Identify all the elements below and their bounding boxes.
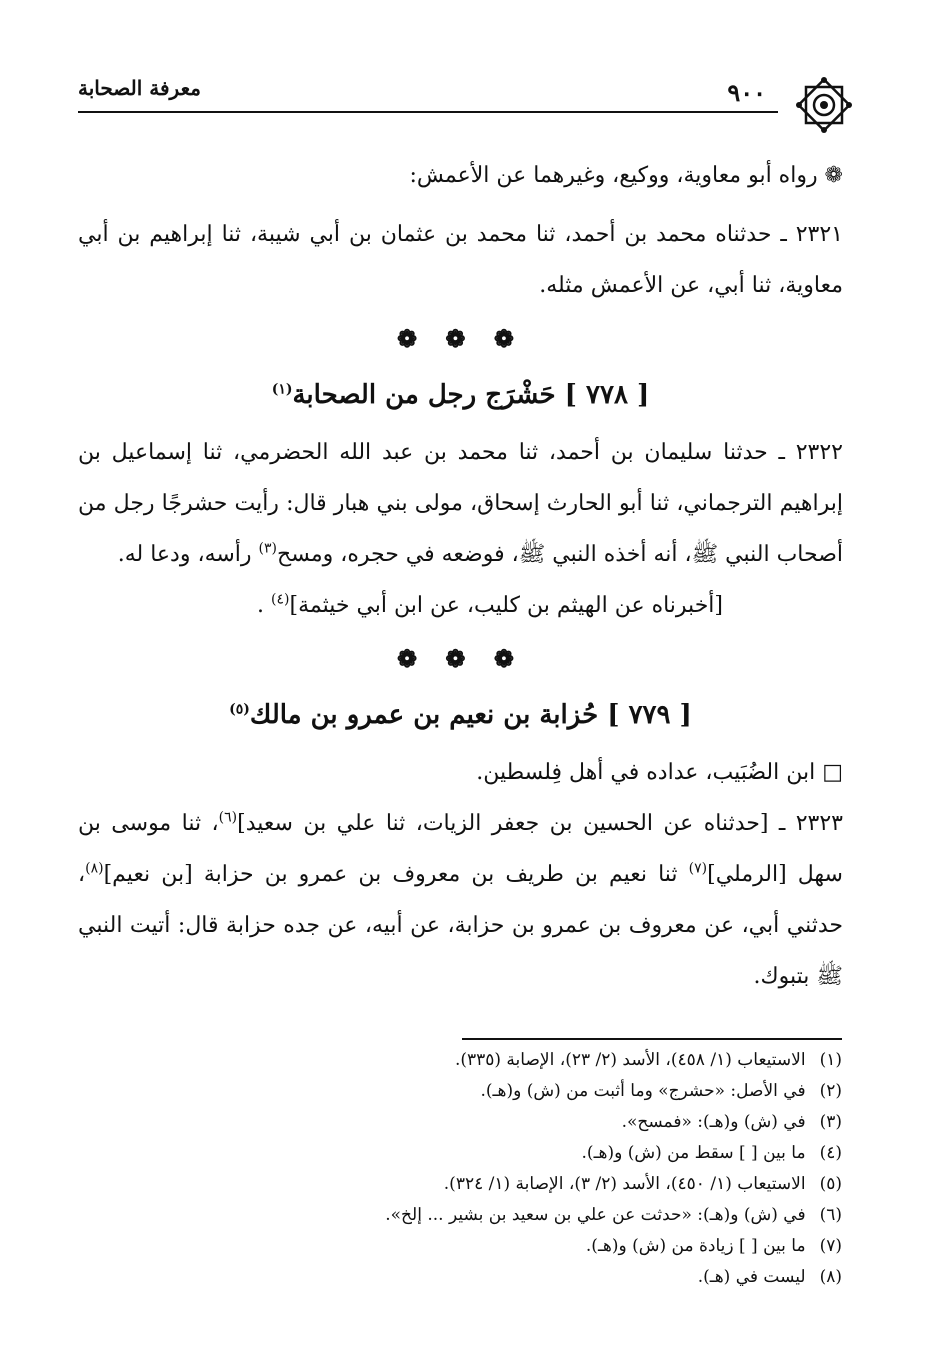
main-text <box>78 150 843 1002</box>
footnote-item: (٧)ما بين [ ] زيادة من (ش) و(هـ). <box>585 1236 842 1256</box>
entry-heading-778 <box>78 367 843 423</box>
heading-text: [ ٧٧٨ ] حَشْرَج رجل من الصحابة <box>292 380 650 410</box>
paragraph-bio: □ ابن الضُبَيب، عداده في أهل فِلسطين. <box>476 760 843 785</box>
header-rule <box>78 111 778 113</box>
paragraph-2322: ٢٣٢٢ ـ حدثنا سليمان بن أحمد، ثنا محمد بن عبد الله الحضرمي، ثنا إسماعيل بن إبراهيم الترجماني، ثنا أبو الحارث إسحاق، مولى بني هبار قال: رأيت حشرجًا رجل من أصحاب النبي ﷺ، أنه أخذه النبي ﷺ، فوضعه في حجره، ومسح$^{(٣)}$ رأسه، ودعا له. <box>78 440 843 567</box>
footnote-item: (٢)في الأصل: «حشرج» وما أثبت من (ش) و(هـ). <box>480 1081 842 1101</box>
paragraph-2321: ٢٣٢١ ـ حدثناه محمد بن أحمد، ثنا محمد بن عثمان بن أبي شيبة، ثنا إبراهيم بن أبي معاوية، ثنا أبي، عن الأعمش مثله. <box>78 222 843 298</box>
footnote-item: (٤)ما بين [ ] سقط من (ش) و(هـ). <box>581 1143 842 1163</box>
footnote-ref: (٥) <box>229 701 250 718</box>
section-separator: ❁ ❁ ❁ <box>396 324 525 353</box>
paragraph-intro: ❁ رواه أبو معاوية، ووكيع، وغيرهما عن الأعمش: <box>409 163 843 188</box>
footnotes <box>142 1045 842 1293</box>
footnote-item: (٨)ليست في (هـ). <box>697 1267 842 1287</box>
paragraph-source-note: [أخبرناه عن الهيثم بن كليب، عن ابن أبي خيثمة]$^{(٤)}$ . <box>257 591 723 618</box>
heading-text: [ ٧٧٩ ] حُزابة بن نعيم بن عمرو بن مالك <box>249 700 692 730</box>
page-number: ٩٠٠ <box>727 78 766 107</box>
entry-heading-779 <box>78 687 843 743</box>
footnote-ref: (١) <box>271 381 293 398</box>
footnote-ref: (٨) <box>85 860 104 877</box>
footnote-ref: (٤) <box>271 591 290 608</box>
footnote-item: (٣)في (ش) و(هـ): «فمسح». <box>621 1112 842 1132</box>
footnote-ref: (٦) <box>218 809 238 826</box>
paragraph-2323: ٢٣٢٣ ـ [حدثناه عن الحسين بن جعفر الزيات، ثنا علي بن سعيد]$^{(٦)}$، ثنا موسى بن سهل [الرملي]$^{(٧)}$ ثنا نعيم بن طريف بن معروف بن عمرو بن حزابة [بن نعيم]$^{(٨)}$، حدثني أبي، عن معروف بن عمرو بن حزابة، عن أبيه، عن جده حزابة قال: أتيت النبي ﷺ بتبوك. <box>78 809 843 989</box>
running-title: معرفة الصحابة <box>78 76 201 100</box>
footnote-ref: (٧) <box>688 860 708 877</box>
footnote-item: (١)الاستيعاب (١/ ٤٥٨)، الأسد (٢/ ٢٣)، الإصابة (٣٣٥). <box>454 1050 842 1070</box>
footnote-rule <box>462 1038 842 1040</box>
star-ornament-icon <box>794 75 854 135</box>
footnote-ref: (٣) <box>258 540 277 557</box>
section-separator: ❁ ❁ ❁ <box>396 644 525 673</box>
footnote-item: (٥)الاستيعاب (١/ ٤٥٠)، الأسد (٢/ ٣)، الإصابة (١/ ٣٢٤). <box>443 1174 842 1194</box>
page-header <box>78 60 848 130</box>
footnote-item: (٦)في (ش) و(هـ): «حدثت عن علي بن سعيد بن بشير ... إلخ». <box>385 1205 842 1225</box>
